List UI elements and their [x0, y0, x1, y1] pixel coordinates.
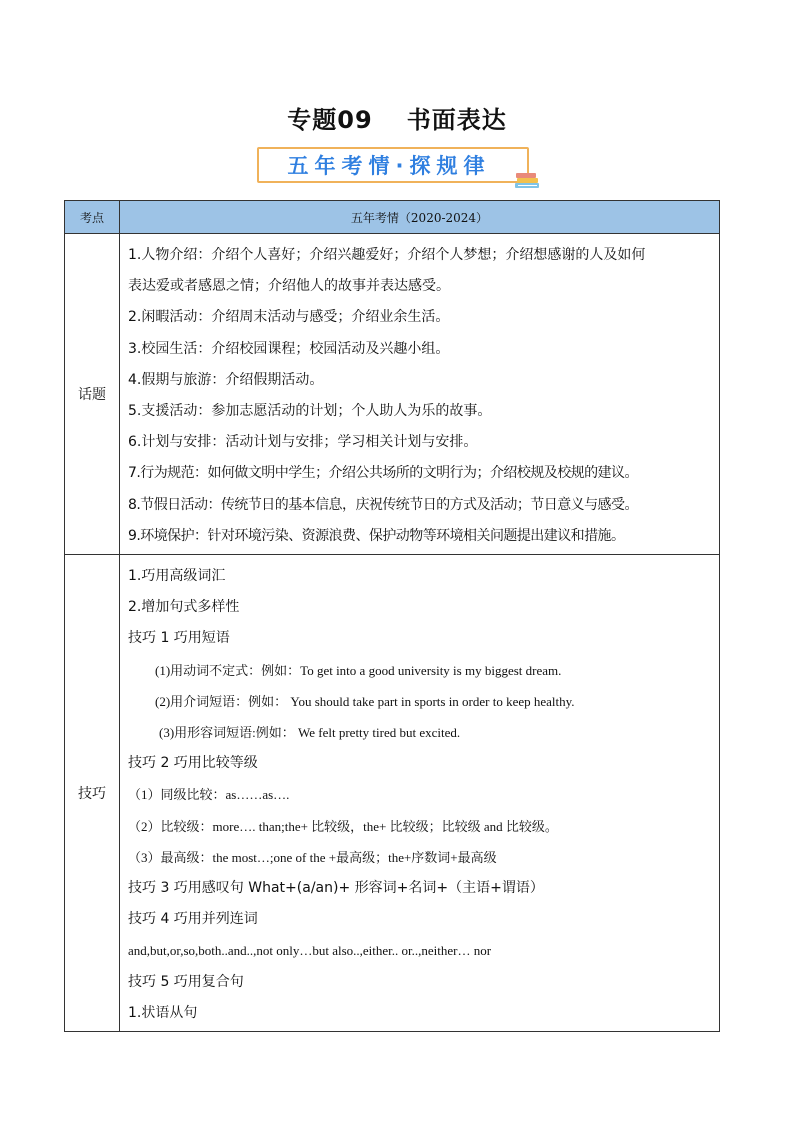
- list-item: 技巧 3 巧用感叹句 What+(a/an)+ 形容词+名词+（主语+谓语）: [128, 880, 544, 897]
- skills-content: [120, 555, 720, 1032]
- list-item: 5.支援活动：参加志愿活动的计划；个人助人为乐的故事。: [128, 403, 492, 420]
- list-item: and,but,or,so,both..and..,not only…but also..,either.. or..,neither… nor: [128, 943, 492, 959]
- list-item: 技巧 2 巧用比较等级: [128, 755, 258, 772]
- row-label-skills: 技巧: [65, 555, 120, 1032]
- list-item: 8.节假日活动：传统节日的基本信息，庆祝传统节日的方式及活动；节日意义与感受。: [128, 496, 638, 513]
- column-header-five-year: 五年考情（2020-2024）: [120, 201, 720, 234]
- list-item: 6.计划与安排：活动计划与安排；学习相关计划与安排。: [128, 434, 478, 451]
- list-item: （2）比较级：more…. than;the+ 比较级，the+ 比较级；比较级 and 比较级。: [128, 818, 558, 834]
- list-item: 4.假期与旅游：介绍假期活动。: [128, 371, 324, 388]
- list-item: 技巧 5 巧用复合句: [128, 973, 244, 990]
- list-item: 9.环境保护：针对环境污染、资源浪费、保护动物等环境相关问题提出建议和措施。: [128, 527, 625, 544]
- list-item: （1）同级比较：as……as….: [128, 787, 290, 803]
- list-item: 7.行为规范：如何做文明中学生；介绍公共场所的文明行为；介绍校规及校规的建议。: [128, 465, 638, 482]
- topics-content: [120, 234, 720, 555]
- list-item: 表达爱或者感恩之情；介绍他人的故事并表达感受。: [128, 278, 450, 295]
- row-label-topics: 话题: [65, 234, 120, 555]
- list-item: 技巧 1 巧用短语: [128, 630, 230, 647]
- list-item: 1.状语从句: [128, 1004, 198, 1021]
- list-item: 1.巧用高级词汇: [128, 568, 226, 585]
- exam-table: [64, 200, 720, 1032]
- list-item: 3.校园生活：介绍校园课程；校园活动及兴趣小组。: [128, 340, 450, 357]
- table-row-skills: [65, 555, 720, 1032]
- title-part1: 专题09: [287, 106, 373, 134]
- list-item: (1)用动词不定式：例如：To get into a good university is my biggest dream.: [155, 662, 562, 678]
- list-item: （3）最高级：the most…;one of the +最高级；the+序数词+最高级: [128, 849, 497, 865]
- books-icon: [513, 170, 541, 190]
- section-banner: [257, 147, 529, 183]
- list-item: 2.增加句式多样性: [128, 599, 240, 616]
- list-item: (3)用形容词短语:例如： We felt pretty tired but excited.: [159, 725, 461, 741]
- title-part2: 书面表达: [406, 106, 507, 134]
- table-header-row: [65, 201, 720, 234]
- page-title: [0, 100, 794, 135]
- table-row-topics: [65, 234, 720, 555]
- list-item: 技巧 4 巧用并列连词: [128, 911, 258, 928]
- list-item: 2.闲暇活动：介绍周末活动与感受；介绍业余生活。: [128, 309, 450, 326]
- banner-text: 五年考情·探规律: [287, 154, 491, 178]
- list-item: (2)用介词短语：例如： You should take part in sports in order to keep healthy.: [155, 693, 575, 709]
- list-item: 1.人物介绍：介绍个人喜好；介绍兴趣爱好；介绍个人梦想；介绍想感谢的人及如何: [128, 247, 646, 263]
- column-header-topic: 考点: [65, 201, 120, 234]
